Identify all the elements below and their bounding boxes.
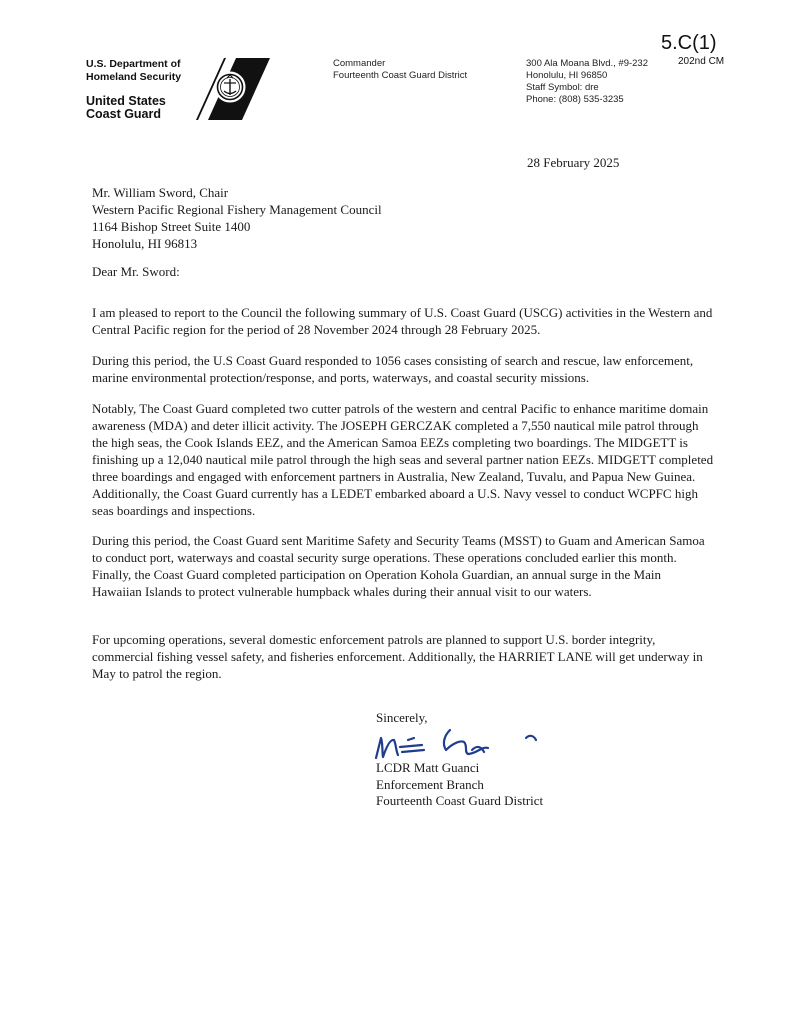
coast-guard-logo bbox=[190, 56, 270, 124]
staff-symbol: Staff Symbol: dre bbox=[526, 82, 599, 93]
address-street: 300 Ala Moana Blvd., #9-232 bbox=[526, 58, 649, 69]
department-line-2: Homeland Security bbox=[86, 70, 182, 83]
handwritten-signature bbox=[372, 724, 554, 764]
address-city: Honolulu, HI 96850 bbox=[526, 70, 608, 81]
salutation: Dear Mr. Sword: bbox=[92, 264, 180, 279]
signature-image bbox=[372, 724, 554, 764]
organization-line-2: Coast Guard bbox=[86, 107, 162, 121]
command-block bbox=[333, 58, 467, 82]
organization-name bbox=[86, 95, 166, 121]
meeting-label: 202nd CM bbox=[678, 56, 725, 67]
body-paragraph: During this period, the Coast Guard sent Maritime Safety and Security Teams (MSST) to Guam and American Samoa to conduct port, waterways and coastal security surge operations. These operations concluded earlier this month. Finally, the Coast Guard completed participation on Operation Kohola Guardian, an annual surge in the Main Hawaiian Islands to protect vulnerable humpback whales during their annual visit to our waters. bbox=[92, 533, 705, 599]
recipient-address bbox=[92, 184, 382, 252]
agenda-item-number: 5.C(1) bbox=[661, 32, 717, 54]
closing: Sincerely, bbox=[376, 710, 428, 725]
signer-district: Fourteenth Coast Guard District bbox=[376, 793, 544, 808]
recipient-name: Mr. William Sword, Chair bbox=[92, 185, 229, 200]
body-paragraph: During this period, the U.S Coast Guard responded to 1056 cases consisting of search and rescue, law enforcement, marine environmental protection/response, and ports, waterways, and coastal security missions. bbox=[92, 353, 694, 385]
recipient-organization: Western Pacific Regional Fishery Management Council bbox=[92, 202, 382, 217]
signer-block bbox=[376, 760, 543, 810]
signer-branch: Enforcement Branch bbox=[376, 776, 484, 792]
coast-guard-seal-icon bbox=[190, 56, 270, 124]
signer-name: LCDR Matt Guanci bbox=[376, 760, 480, 775]
command-district: Fourteenth Coast Guard District bbox=[333, 70, 468, 81]
command-title: Commander bbox=[333, 58, 386, 69]
body-paragraph: Notably, The Coast Guard completed two cutter patrols of the western and central Pacific to enhance maritime domain awareness (MDA) and deter illicit activity. The JOSEPH GERCZAK completed a 7,550 nautical mile patrol through the high seas, the Cook Islands EEZ, and the American Samoa EEZs completing two boardings. The MIDGETT is finishing up a 12,040 nautical mile patrol through the high seas and several partner nation EEZs. MIDGETT completed three boardings and engaged with enforcement partners in Australia, New Zealand, Tuvalu, and Papua New Guinea. Additionally, the Coast Guard currently has a LEDET embarked aboard a U.S. Navy vessel to conduct WCPFC high seas boardings and inspections. bbox=[92, 401, 714, 518]
recipient-city: Honolulu, HI 96813 bbox=[92, 236, 198, 251]
recipient-street: 1164 Bishop Street Suite 1400 bbox=[92, 219, 251, 234]
address-block bbox=[526, 58, 648, 106]
body-paragraph: I am pleased to report to the Council the following summary of U.S. Coast Guard (USCG) activities in the Western and Central Pacific region for the period of 28 November 2024 through 28 February 2025. bbox=[92, 305, 713, 337]
department-line-1: U.S. Department of bbox=[86, 58, 181, 70]
letter-date: 28 February 2025 bbox=[527, 155, 620, 170]
organization-line-1: United States bbox=[86, 94, 166, 108]
phone-number: Phone: (808) 535-3235 bbox=[526, 94, 624, 105]
department-name bbox=[86, 58, 181, 83]
body-paragraph: For upcoming operations, several domestic enforcement patrols are planned to support U.S. border integrity, commercial fishing vessel safety, and fisheries enforcement. Additionally, the HARRIET LANE will get underway in May to patrol the region. bbox=[92, 632, 703, 681]
